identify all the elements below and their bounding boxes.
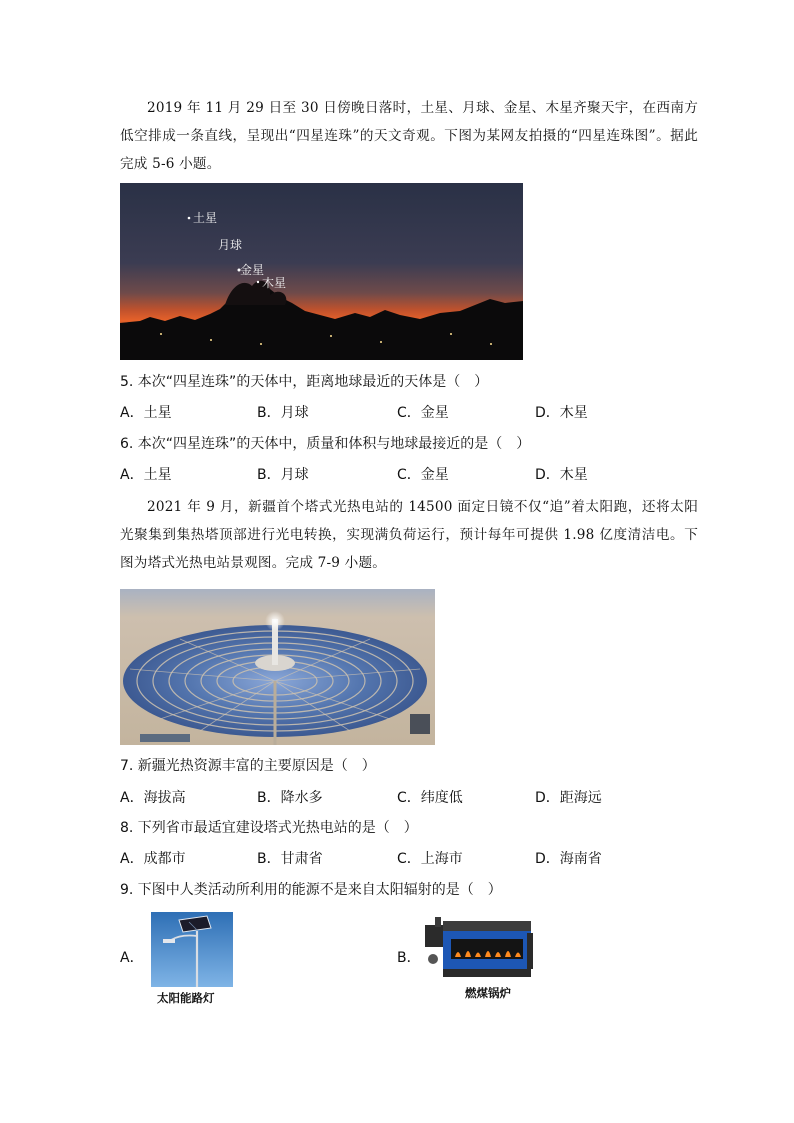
q7-option-b[interactable]: B．降水多 — [257, 790, 323, 806]
q8-option-c[interactable]: C．上海市 — [397, 851, 463, 867]
q5-option-a[interactable]: A．土星 — [120, 405, 172, 421]
q7-option-c[interactable]: C．纬度低 — [397, 790, 463, 806]
venus-label: 金星 — [240, 263, 265, 277]
sunset-sky-image — [120, 183, 523, 360]
q5-option-d[interactable]: D．木星 — [535, 405, 588, 421]
jupiter-label: 木星 — [262, 276, 287, 290]
solar-plant-photo — [120, 589, 435, 745]
four-planet-photo — [120, 183, 523, 360]
coal-boiler-caption: 燃煤锅炉 — [465, 986, 511, 1000]
question-9: 9. 下图中人类活动所利用的能源不是来自太阳辐射的是（ ） — [120, 882, 502, 898]
solar-lamp-caption: 太阳能路灯 — [157, 991, 215, 1005]
solar-thermal-plant-image — [120, 589, 435, 745]
q8-option-b[interactable]: B．甘肃省 — [257, 851, 323, 867]
q7-option-d[interactable]: D．距海远 — [535, 790, 602, 806]
q8-option-a[interactable]: A．成都市 — [120, 851, 186, 867]
solar-lamp-icon — [151, 912, 233, 987]
coal-boiler-image[interactable] — [423, 913, 535, 981]
passage-1: 2019 年 11 月 29 日至 30 日傍晚日落时，土星、月球、金星、木星齐聚天宇，在西南方低空排成一条直线，呈现出“四星连珠”的天文奇观。下图为某网友拍摄的“四星连珠图”。据此完成 5-6 小题。 — [120, 100, 698, 172]
question-7: 7. 新疆光热资源丰富的主要原因是（ ） — [120, 758, 376, 774]
q6-option-b[interactable]: B．月球 — [257, 467, 309, 483]
question-5: 5. 本次“四星连珠”的天体中，距离地球最近的天体是（ ） — [120, 374, 489, 390]
q9-option-a-letter[interactable]: A． — [120, 950, 144, 966]
passage-2: 2021 年 9 月，新疆首个塔式光热电站的 14500 面定日镜不仅“追”着太阳跑，还将太阳光聚集到集热塔顶部进行光电转换，实现满负荷运行，预计每年可提供 1.98 亿度清洁电。下图为塔式光热电站景观图。完成 7-9 小题。 — [120, 499, 698, 571]
solar-street-lamp-image[interactable] — [151, 912, 233, 987]
q9-option-b-letter[interactable]: B． — [397, 950, 421, 966]
question-6: 6. 本次“四星连珠”的天体中，质量和体积与地球最接近的是（ ） — [120, 436, 531, 452]
q5-option-b[interactable]: B．月球 — [257, 405, 309, 421]
q7-option-a[interactable]: A．海拔高 — [120, 790, 186, 806]
q6-option-c[interactable]: C．金星 — [397, 467, 449, 483]
q8-option-d[interactable]: D．海南省 — [535, 851, 602, 867]
q6-option-d[interactable]: D．木星 — [535, 467, 588, 483]
moon-label: 月球 — [218, 238, 243, 252]
coal-boiler-icon — [423, 913, 535, 981]
question-8: 8. 下列省市最适宜建设塔式光热电站的是（ ） — [120, 820, 418, 836]
q5-option-c[interactable]: C．金星 — [397, 405, 449, 421]
q6-option-a[interactable]: A．土星 — [120, 467, 172, 483]
saturn-label: 土星 — [193, 211, 218, 225]
